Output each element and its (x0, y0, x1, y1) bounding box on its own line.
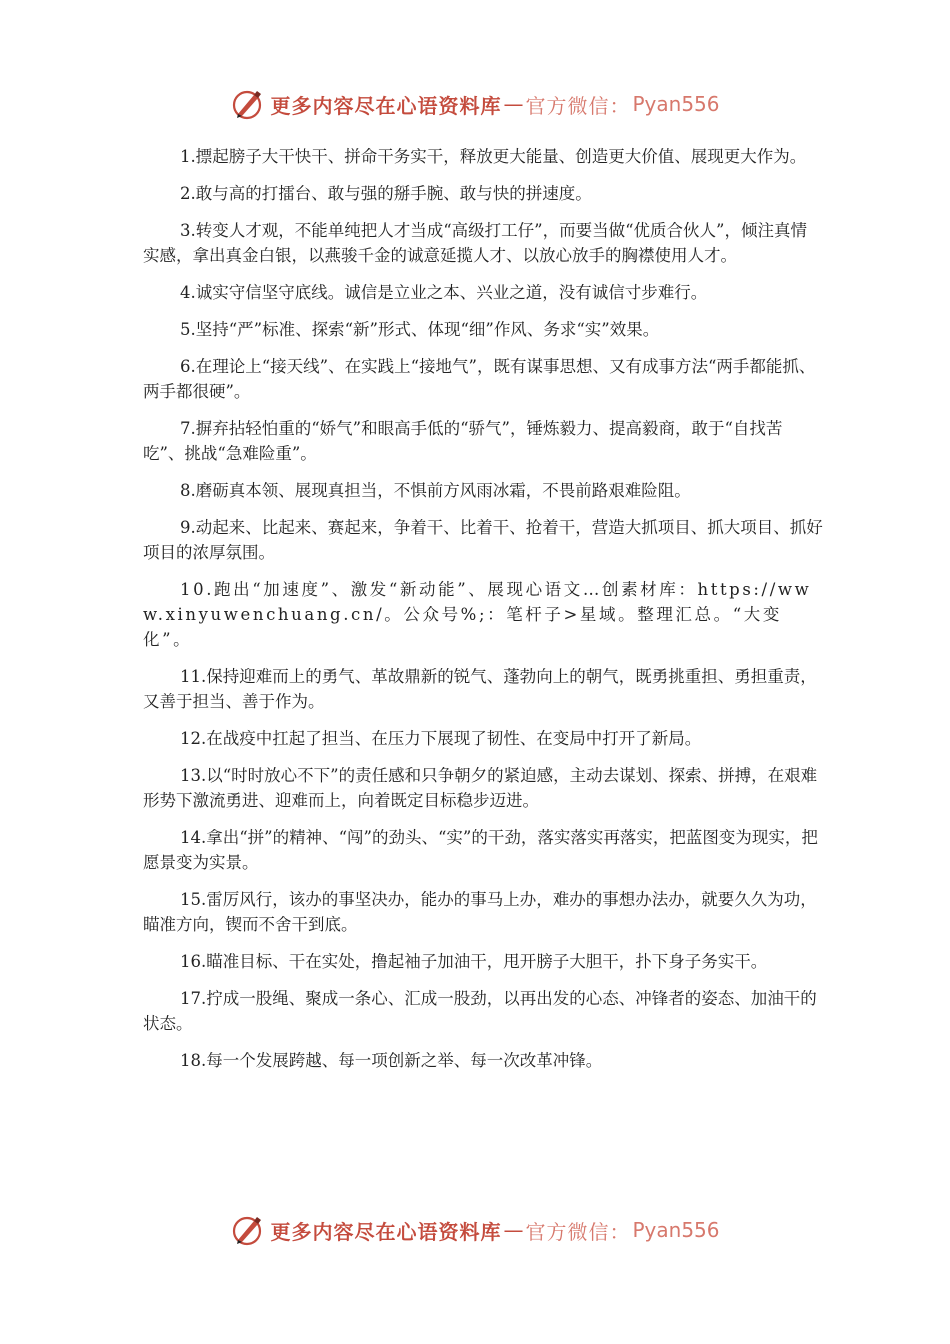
document-body (143, 144, 823, 1085)
paragraph-14: 14.拿出“拼”的精神、“闯”的劲头、“实”的干劲，落实落实再落实，把蓝图变为现实，把愿景变为实景。 (143, 828, 818, 872)
paragraph-15: 15.雷厉风行，该办的事坚决办，能办的事马上办，难办的事想办法办，就要久久为功，瞄准方向，锲而不舍干到底。 (143, 890, 817, 934)
paragraph-12: 12.在战疫中扛起了担当、在压力下展现了韧性、在变局中打开了新局。 (180, 729, 702, 748)
paragraph-6: 6.在理论上“接天线”、在实践上“接地气”，既有谋事思想、又有成事方法“两手都能抓、两手都很硬”。 (143, 357, 816, 401)
paragraph-16: 16.瞄准目标、干在实处，撸起袖子加油干，甩开膀子大胆干，扑下身子务实干。 (180, 952, 768, 971)
paragraph-10: 10.跑出“加速度”、激发“新动能”、展现心语文…创素材库：https://www.xinyuwenchuang.cn/。公众号%;：笔杆子>星域。整理汇总。“大变化”。 (143, 580, 812, 649)
header-wechat-id: Pyan556 (632, 92, 720, 116)
footer-brand-text: 更多内容尽在心语资料库 (270, 1219, 502, 1244)
footer-wechat-id: Pyan556 (632, 1218, 720, 1242)
paragraph-3: 3.转变人才观，不能单纯把人才当成“高级打工仔”，而要当做“优质合伙人”，倾注真情实感，拿出真金白银，以燕骏千金的诚意延揽人才、以放心放手的胸襟使用人才。 (143, 221, 807, 265)
paragraph-17: 17.拧成一股绳、聚成一条心、汇成一股劲，以再出发的心态、冲锋者的姿态、加油干的状态。 (143, 989, 817, 1033)
pen-logo-icon (230, 1213, 264, 1247)
paragraph-7: 7.摒弃拈轻怕重的“娇气”和眼高手低的“骄气”，锤炼毅力、提高毅商，敢于“自找苦吃”、挑战“急难险重”。 (143, 419, 783, 463)
paragraph-2: 2.敢与高的打擂台、敢与强的掰手腕、敢与快的拼速度。 (180, 184, 592, 203)
paragraph-8: 8.磨砺真本领、展现真担当，不惧前方风雨冰霜，不畏前路艰难险阻。 (180, 481, 691, 500)
paragraph-9: 9.动起来、比起来、赛起来，争着干、比着干、抢着干，营造大抓项目、抓大项目、抓好项目的浓厚氛围。 (143, 518, 823, 562)
paragraph-13: 13.以“时时放心不下”的责任感和只争朝夕的紧迫感，主动去谋划、探索、拼搏，在艰难形势下激流勇进、迎难而上，向着既定目标稳步迈进。 (143, 766, 818, 810)
paragraph-11: 11.保持迎难而上的勇气、革故鼎新的锐气、蓬勃向上的朝气，既勇挑重担、勇担重责，又善于担当、善于作为。 (143, 667, 817, 711)
paragraph-1: 1.摽起膀子大干快干、拼命干务实干，释放更大能量、创造更大价值、展现更大作为。 (180, 147, 807, 166)
footer-wechat-label: 官方微信： (525, 1219, 631, 1244)
header-banner (0, 84, 950, 124)
header-wechat-label: 官方微信： (525, 93, 631, 118)
paragraph-4: 4.诚实守信坚守底线。诚信是立业之本、兴业之道，没有诚信寸步难行。 (180, 283, 708, 302)
footer-dash: — (503, 1218, 524, 1242)
header-brand-text: 更多内容尽在心语资料库 (270, 93, 502, 118)
paragraph-18: 18.每一个发展跨越、每一项创新之举、每一次改革冲锋。 (180, 1051, 603, 1070)
pen-logo-icon (230, 87, 264, 121)
header-dash: — (503, 92, 524, 116)
footer-banner (0, 1210, 950, 1250)
paragraph-5: 5.坚持“严”标准、探索“新”形式、体现“细”作风、务求“实”效果。 (180, 320, 660, 339)
